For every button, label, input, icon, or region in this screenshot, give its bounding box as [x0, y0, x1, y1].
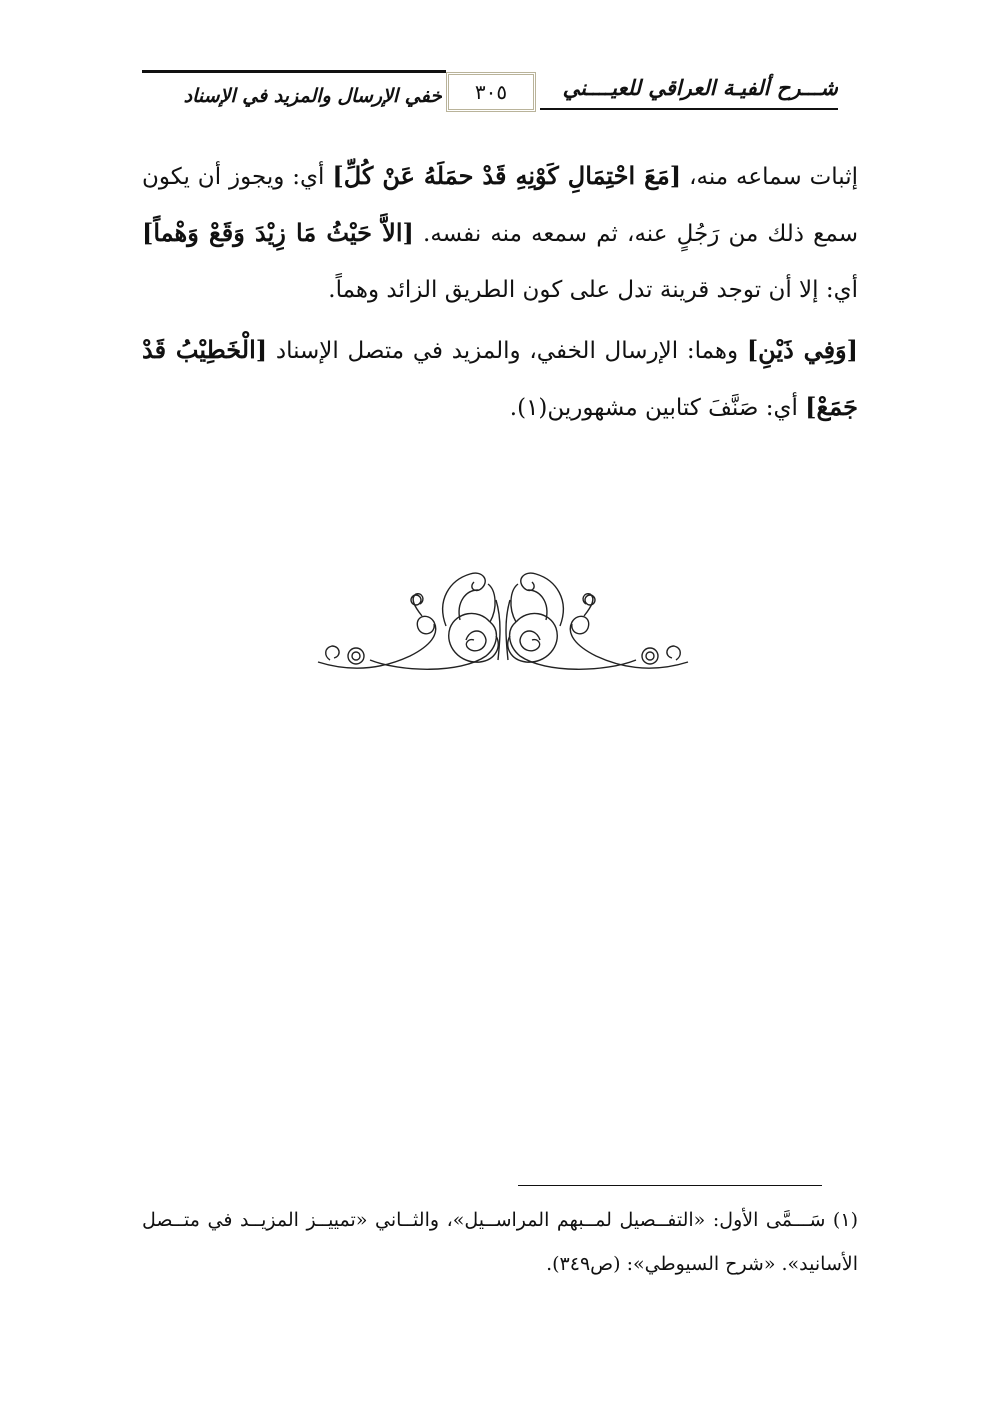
paragraph-1-text-2: أي: ويجوز أن يكون سمع ذلك من رَجُلٍ عنه، ثم سمعه منه نفسه.	[142, 164, 858, 247]
paragraph-2	[142, 322, 858, 436]
poem-quote-2: [الاَّ حَيْثُ مَا زِيْدَ وَقَعْ وَهْماً]	[142, 218, 414, 247]
paragraph-1-text-3: أي: إلا أن توجد قرينة تدل على كون الطريق الزائد وهماً.	[328, 277, 858, 303]
paragraph-2-text-1: وهما: الإرسال الخفي، والمزيد في متصل الإسناد	[267, 338, 747, 364]
paragraph-1	[142, 148, 858, 318]
paragraph-1-text-1: إثبات سماعه منه،	[681, 164, 858, 190]
paragraph-2-text-2: أي: صَنَّفَ كتابين مشهورين(١).	[509, 395, 806, 421]
poem-quote-3: [وَفِي ذَيْنِ]	[746, 335, 858, 364]
header-rule-right	[540, 108, 838, 110]
poem-quote-1: [مَعَ احْتِمَالِ كَوْنِهِ قَدْ حمَلَهُ عَنْ كُلِّ]	[332, 161, 682, 190]
ornament-right-half	[506, 573, 688, 669]
header-rule-left	[142, 70, 446, 73]
book-title: شـــرح ألفيـة العراقي للعيــــني	[562, 75, 838, 100]
footnote: (١) سَـــمَّى الأول: «التفــصيل لمــبهم المراســيل»، والثــاني «تمييــز المزيــد في متــصل الأسانيد». «شرح السيوطي»: (ص٣٤٩).	[142, 1209, 858, 1275]
footnote-separator	[518, 1185, 822, 1186]
poem-quote-4: [الْخَطِيْبُ قَدْ جَمَعْ]	[142, 335, 858, 421]
chapter-title: خفي الإرسال والمزيد في الإسناد	[183, 85, 442, 107]
page-number: ٣٠٥	[446, 72, 536, 112]
ornament-left-half	[318, 573, 500, 669]
floral-ornament-icon	[310, 560, 696, 686]
